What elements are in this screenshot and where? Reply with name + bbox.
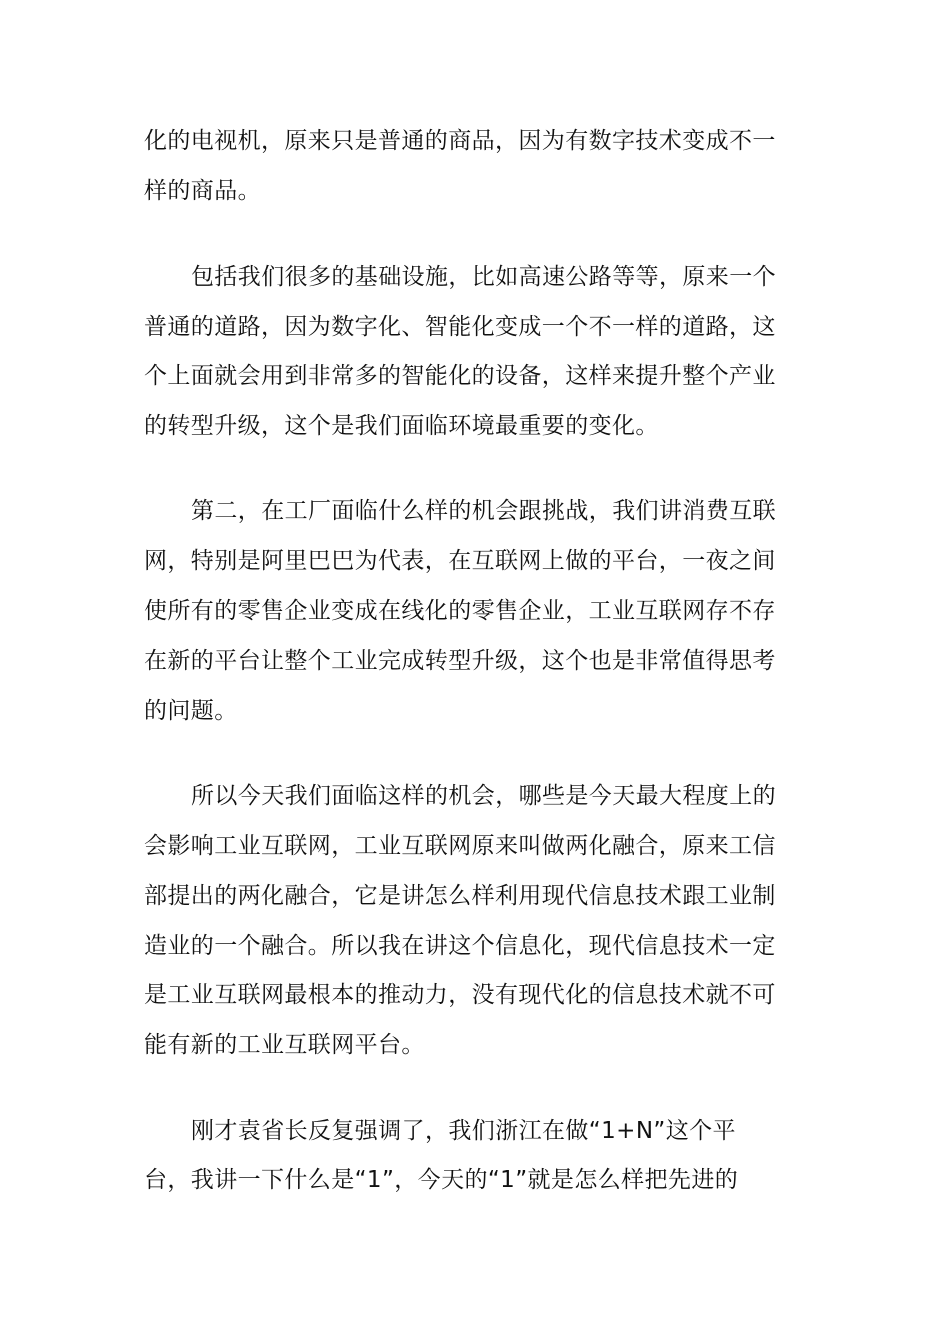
text-line: 使所有的零售企业变成在线化的零售企业，工业互联网存不存 bbox=[144, 598, 776, 624]
text-line: 普通的道路，因为数字化、智能化变成一个不一样的道路，这 bbox=[144, 314, 776, 340]
text-line: 刚才袁省长反复强调了，我们浙江在做“1+N”这个平 bbox=[191, 1118, 736, 1144]
text-line: 网，特别是阿里巴巴为代表，在互联网上做的平台，一夜之间 bbox=[144, 548, 776, 574]
text-line: 会影响工业互联网，工业互联网原来叫做两化融合，原来工信 bbox=[144, 833, 776, 859]
text-line: 所以今天我们面临这样的机会，哪些是今天最大程度上的 bbox=[191, 783, 776, 809]
text-line: 在新的平台让整个工业完成转型升级，这个也是非常值得思考 bbox=[144, 648, 776, 674]
text-line: 的转型升级，这个是我们面临环境最重要的变化。 bbox=[144, 413, 659, 439]
text-line: 台，我讲一下什么是“1”，今天的“1”就是怎么样把先进的 bbox=[144, 1167, 739, 1193]
text-line: 能有新的工业互联网平台。 bbox=[144, 1032, 425, 1058]
text-line: 样的商品。 bbox=[144, 178, 261, 204]
text-line: 化的电视机，原来只是普通的商品，因为有数字技术变成不一 bbox=[144, 128, 776, 154]
text-line: 的问题。 bbox=[144, 698, 238, 724]
text-line: 是工业互联网最根本的推动力，没有现代化的信息技术就不可 bbox=[144, 982, 776, 1008]
text-line: 包括我们很多的基础设施，比如高速公路等等，原来一个 bbox=[191, 264, 776, 290]
text-line: 第二，在工厂面临什么样的机会跟挑战，我们讲消费互联 bbox=[191, 498, 776, 524]
text-line: 个上面就会用到非常多的智能化的设备，这样来提升整个产业 bbox=[144, 363, 776, 389]
text-line: 部提出的两化融合，它是讲怎么样利用现代信息技术跟工业制 bbox=[144, 883, 776, 909]
text-line: 造业的一个融合。所以我在讲这个信息化，现代信息技术一定 bbox=[144, 933, 776, 959]
